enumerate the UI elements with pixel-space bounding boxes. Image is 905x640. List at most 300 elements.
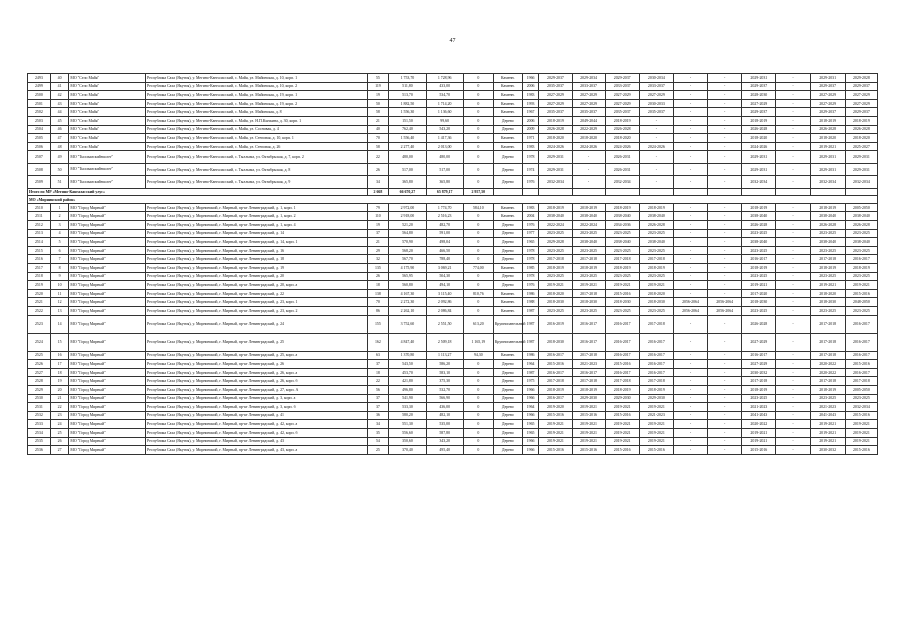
table-cell: 2506	[28, 142, 51, 151]
table-cell: 2018-2019	[605, 116, 639, 125]
table-cell: 37	[367, 360, 389, 369]
table-cell: -	[673, 360, 707, 369]
table-cell: 2018-2019	[539, 116, 572, 125]
table-cell: -	[708, 203, 742, 212]
table-cell: 58	[367, 108, 389, 117]
table-cell: 2018-2019	[742, 385, 776, 394]
table-cell: -	[708, 221, 742, 230]
table-cell: 26	[367, 163, 389, 176]
table-cell: 25	[367, 446, 389, 455]
table-cell: 2023-2025	[845, 394, 877, 403]
table-cell: 2017-2018	[572, 377, 605, 386]
table-cell: 2032-2034	[742, 176, 776, 189]
table-cell: 495,40	[426, 446, 463, 455]
table-cell: МО "Город Мирный"	[69, 289, 146, 298]
table-cell: 580,20	[389, 411, 426, 420]
table-cell: 2019-2021	[810, 420, 845, 429]
table-cell: МО "Город Мирный"	[69, 315, 146, 333]
table-cell: Республика Саха (Якутия), у. Мирнинский, г. Мирный, пр-кт Ленинградский, д. 18	[146, 255, 368, 264]
table-cell: 591,00	[426, 229, 463, 238]
table-cell: 0	[463, 272, 493, 281]
table-cell: 2029-2037	[742, 108, 776, 117]
table-cell: 2029-2037	[742, 82, 776, 91]
table-cell: 2520	[28, 289, 51, 298]
table-cell: МО "Город Мирный"	[69, 203, 146, 212]
table-cell: 70	[367, 298, 389, 307]
table-cell: Республика Саха (Якутия), у. Мирнинский, г. Мирный, пр-кт Ленинградский, д. 25, корп. а	[146, 351, 368, 360]
table-cell: -	[776, 333, 810, 351]
table-cell: 0	[463, 368, 493, 377]
table-cell: 2018-2019	[742, 264, 776, 273]
table-cell: 2019-2021	[572, 420, 605, 429]
table-cell: МО "Село Майя"	[69, 99, 146, 108]
table-cell: -	[776, 385, 810, 394]
table-cell: 2016-2017	[605, 351, 639, 360]
table-cell: 2015-2016	[845, 360, 877, 369]
table-cell: 0	[463, 176, 493, 189]
table-cell: 2024-2026	[539, 142, 572, 151]
table-cell: 2 092,86	[426, 298, 463, 307]
table-cell: 2024-2026	[742, 142, 776, 151]
table-cell: 0	[463, 255, 493, 264]
table-cell: Каменн.	[493, 289, 522, 298]
table-cell: 1966	[522, 74, 539, 83]
table-cell: 2019-2021	[639, 281, 673, 290]
table-cell: 517,00	[389, 163, 426, 176]
table-cell: 0	[463, 91, 493, 100]
table-cell: -	[776, 403, 810, 412]
table-cell: 2533	[28, 420, 51, 429]
table-cell: 1964	[522, 360, 539, 369]
table-cell: 2017-2018	[639, 315, 673, 333]
table-cell: 2017-2018	[572, 289, 605, 298]
table-cell: 2038-2040	[539, 212, 572, 221]
table-body-mega-kangalassky	[28, 74, 878, 189]
table-cell: 2 551,50	[426, 315, 463, 333]
table-cell: 2029-2030	[639, 394, 673, 403]
table-cell: -	[673, 116, 707, 125]
table-cell: 2021-2023	[572, 360, 605, 369]
table-cell: 2023-2025	[572, 306, 605, 315]
table-cell: 2056-2064	[708, 298, 742, 307]
table-cell: 0	[463, 298, 493, 307]
table-cell: 2038-2040	[810, 238, 845, 247]
table-cell: 2018-2019	[572, 264, 605, 273]
table-cell: -	[776, 229, 810, 238]
table-cell: 2024-2026	[639, 142, 673, 151]
table-cell: -	[673, 151, 707, 164]
table-cell: 494,10	[426, 281, 463, 290]
table-cell: 2029-2031	[742, 74, 776, 83]
table-cell: 2038-2040	[810, 212, 845, 221]
table-cell: МО "Город Мирный"	[69, 212, 146, 221]
table-cell: 2028-2030	[742, 91, 776, 100]
table-cell: Республика Саха (Якутия), у. Мирнинский, г. Мирный, пр-кт Ленинградский, д. 42, корп. а	[146, 420, 368, 429]
table-cell: 2535	[28, 437, 51, 446]
table-cell: Каменн.	[493, 212, 522, 221]
table-cell: 2022-2029	[572, 125, 605, 134]
table-cell: 2026-2028	[845, 125, 877, 134]
table-cell: -	[776, 289, 810, 298]
table-cell: 1966	[522, 411, 539, 420]
table-cell: -	[708, 246, 742, 255]
table-cell: 2038-2040	[742, 238, 776, 247]
table-cell: Дерево	[493, 360, 522, 369]
table-cell: 2038-2040	[639, 212, 673, 221]
table-cell: 2026-2028	[539, 125, 572, 134]
table-cell: 2017-2018	[742, 377, 776, 386]
table-cell: 480,00	[389, 151, 426, 164]
table-cell: 34	[367, 176, 389, 189]
table-row	[28, 203, 878, 212]
table-cell: 2015-2016	[572, 446, 605, 455]
table-cell: 2023-2025	[572, 229, 605, 238]
table-cell: 1 556,40	[389, 134, 426, 143]
table-cell: 2009	[522, 125, 539, 134]
table-cell: Республика Саха (Якутия), у. Мегино-Кангаласский, с. Майя, ул. Майинская, д. 10, корп. 1	[146, 74, 368, 83]
table-cell: -	[673, 437, 707, 446]
table-cell: 3 752,60	[389, 315, 426, 333]
table-row	[28, 246, 878, 255]
table-cell: 1971	[522, 134, 539, 143]
table-cell: 1976	[522, 281, 539, 290]
table-cell: 2026-2028	[742, 315, 776, 333]
table-cell: -	[673, 176, 707, 189]
table-cell: 135	[367, 264, 389, 273]
table-cell: 584,10	[463, 203, 493, 212]
table-cell: 2499	[28, 82, 51, 91]
table-cell: 2022-2024	[572, 221, 605, 230]
table-cell: 2029-2037	[845, 108, 877, 117]
table-cell: 2019-2021	[810, 142, 845, 151]
table-cell: 762,40	[389, 125, 426, 134]
table-cell: 480,00	[426, 151, 463, 164]
table-cell: Республика Саха (Якутия), у. Мирнинский, г. Мирный, пр-кт Ленинградский, д. 20	[146, 272, 368, 281]
table-cell: Дерево	[493, 377, 522, 386]
table-cell: 453,70	[389, 368, 426, 377]
table-row	[28, 134, 878, 143]
table-cell: МО "Город Мирный"	[69, 403, 146, 412]
table-cell: 1987	[522, 368, 539, 377]
table-cell: 1974	[522, 163, 539, 176]
table-cell: 2056-2064	[673, 298, 707, 307]
table-cell: 2029-2031	[810, 151, 845, 164]
table-cell: 2029-2030	[605, 394, 639, 403]
table-cell: 532,70	[426, 385, 463, 394]
table-cell: 2023-2025	[639, 229, 673, 238]
table-cell: МО "Тыллымскийнаслег"	[69, 151, 146, 164]
table-cell: 2016-2017	[845, 351, 877, 360]
table-cell: -	[673, 377, 707, 386]
table-cell: 2033-2037	[605, 82, 639, 91]
table-cell: 2528	[28, 377, 51, 386]
table-cell: 0	[463, 238, 493, 247]
table-cell: -	[673, 385, 707, 394]
table-cell: 2023-2025	[810, 272, 845, 281]
table-cell: 2017-2018	[639, 255, 673, 264]
table-row	[28, 212, 878, 221]
table-row	[28, 264, 878, 273]
table-cell: 2493	[28, 74, 51, 83]
table-cell: 2019-2021	[605, 428, 639, 437]
table-cell: 556,60	[389, 428, 426, 437]
table-cell: -	[708, 264, 742, 273]
table-cell: Республика Саха (Якутия), у. Мегино-Кангаласский, с. Майя, ул. Майинская, д. 8	[146, 108, 368, 117]
table-cell: -	[708, 403, 742, 412]
table-cell: -	[776, 74, 810, 83]
table-cell: 40	[50, 74, 69, 83]
table-cell: -	[673, 108, 707, 117]
table-cell: 1964	[522, 403, 539, 412]
table-row	[28, 360, 878, 369]
table-cell: 2015-2016	[845, 446, 877, 455]
table-cell: 2017-2018	[539, 377, 572, 386]
table-cell: 2016-2017	[539, 351, 572, 360]
table-cell: 2505	[28, 134, 51, 143]
table-cell: 2027-2029	[742, 333, 776, 351]
table-cell: Каменн.	[493, 203, 522, 212]
table-cell: 0	[463, 221, 493, 230]
table-cell: -	[776, 238, 810, 247]
table-cell: 21	[367, 116, 389, 125]
table-cell: 2019-2021	[845, 281, 877, 290]
table-cell: 521,20	[389, 221, 426, 230]
table-cell: -	[776, 142, 810, 151]
table-cell: 2 086,84	[426, 306, 463, 315]
table-cell: 2026-2028	[639, 221, 673, 230]
table-cell: Республика Саха (Якутия), у. Мегино-Кангаласский, с. Тыллыма, ул. Октябрьская, д. 7, корп. 2	[146, 151, 368, 164]
table-cell: 2018-2019	[539, 203, 572, 212]
total-row	[28, 188, 878, 196]
table-cell: Республика Саха (Якутия), у. Мирнинский, г. Мирный, пр-кт Ленинградский, д. 25	[146, 333, 368, 351]
table-cell: 2016-2017	[605, 315, 639, 333]
table-cell: 466,50	[426, 246, 463, 255]
table-cell: -	[673, 91, 707, 100]
table-cell: 79	[367, 203, 389, 212]
table-cell: 2005-2050	[845, 203, 877, 212]
table-cell: МО "Город Мирный"	[69, 229, 146, 238]
table-cell: 1983	[522, 142, 539, 151]
table-cell: 498,04	[426, 238, 463, 247]
table-cell: МО "Село Майя"	[69, 142, 146, 151]
table-cell: 421,80	[389, 377, 426, 386]
table-cell: 565,95	[389, 272, 426, 281]
table-cell: 2027-2029	[605, 99, 639, 108]
table-cell: 613,20	[463, 315, 493, 333]
table-cell: 496,80	[389, 385, 426, 394]
table-cell: 42	[50, 91, 69, 100]
total-cost: 66 670,27	[389, 188, 426, 196]
table-cell: 2026-2028	[845, 221, 877, 230]
table-cell: Дерево	[493, 176, 522, 189]
table-cell: 2523	[28, 315, 51, 333]
table-cell: 2019-2021	[810, 437, 845, 446]
table-cell: 2502	[28, 108, 51, 117]
table-cell: -	[572, 163, 605, 176]
table-cell: 2023-2025	[539, 272, 572, 281]
table-cell: 21	[50, 394, 69, 403]
table-cell: МО "Город Мирный"	[69, 255, 146, 264]
table-cell: 0	[463, 281, 493, 290]
table-cell: 2015-2016	[605, 411, 639, 420]
district-header-row	[28, 196, 878, 204]
table-cell: -	[673, 272, 707, 281]
table-cell: 0	[463, 108, 493, 117]
table-cell: 2019-2021	[539, 437, 572, 446]
table-cell: 2029-2031	[742, 163, 776, 176]
table-cell: 2027-2029	[605, 91, 639, 100]
table-cell: 8	[50, 264, 69, 273]
table-cell: 2019-2021	[639, 428, 673, 437]
table-cell: 2030-2032	[742, 368, 776, 377]
table-cell: -	[776, 212, 810, 221]
table-cell: 568,20	[389, 246, 426, 255]
table-cell: 50	[367, 99, 389, 108]
table-cell: 2 918,00	[389, 212, 426, 221]
table-cell: 2017-2018	[605, 377, 639, 386]
table-cell: -	[673, 203, 707, 212]
table-cell: 2016-2017	[742, 351, 776, 360]
table-cell: МО "Город Мирный"	[69, 264, 146, 273]
table-cell: -	[673, 333, 707, 351]
table-cell: 110	[367, 212, 389, 221]
table-cell: 2519	[28, 281, 51, 290]
table-cell: 0	[463, 82, 493, 91]
table-cell: 2017-2018	[539, 255, 572, 264]
table-cell: 2019-2021	[572, 428, 605, 437]
table-cell: -	[776, 420, 810, 429]
table-cell: 2513	[28, 229, 51, 238]
table-cell: -	[776, 360, 810, 369]
table-cell: 2027-2029	[539, 91, 572, 100]
table-cell: 2019-2021	[605, 281, 639, 290]
table-cell: 2019-2021	[742, 428, 776, 437]
table-cell: -	[673, 142, 707, 151]
table-cell: Республика Саха (Якутия), у. Мирнинский, г. Мирный, пр-кт Ленинградский, д. 41	[146, 411, 368, 420]
table-cell: 2017-2018	[810, 377, 845, 386]
table-cell: 2019-2021	[572, 403, 605, 412]
table-cell: 560,80	[389, 281, 426, 290]
table-cell: -	[776, 176, 810, 189]
table-cell: 2027-2029	[810, 91, 845, 100]
table-cell: 1 556,30	[389, 108, 426, 117]
table-cell: 543,20	[426, 125, 463, 134]
table-cell: -	[673, 394, 707, 403]
table-cell: -	[673, 315, 707, 333]
table-cell: 586,20	[426, 360, 463, 369]
table-cell: 535,00	[426, 420, 463, 429]
table-cell: Дерево	[493, 125, 522, 134]
table-cell: 46	[50, 125, 69, 134]
table-cell: Республика Саха (Якутия), у. Мегино-Кангаласский, с. Майя, ул. Майинская, д. 10, корп. 2	[146, 82, 368, 91]
table-cell: 2529	[28, 385, 51, 394]
table-cell: 788,40	[426, 255, 463, 264]
table-cell: 2 516,23	[426, 212, 463, 221]
table-cell: -	[776, 368, 810, 377]
table-cell: -	[708, 289, 742, 298]
table-cell: -	[639, 163, 673, 176]
table-cell: Республика Саха (Якутия), у. Мирнинский, г. Мирный, пр-кт Ленинградский, д. 1, корп. 1	[146, 203, 368, 212]
table-cell: 1978	[522, 255, 539, 264]
table-cell: 2023-2025	[845, 229, 877, 238]
table-cell: 56	[367, 385, 389, 394]
table-cell: МО "Село Майя"	[69, 74, 146, 83]
table-cell: -	[708, 420, 742, 429]
table-cell: 4 175,90	[389, 264, 426, 273]
table-cell: 2018-2020	[742, 134, 776, 143]
table-cell: 7	[50, 255, 69, 264]
table-cell: МО "Город Мирный"	[69, 394, 146, 403]
table-cell: Республика Саха (Якутия), у. Мирнинский, г. Мирный, пр-кт Ленинградский, д. 19	[146, 264, 368, 273]
table-cell: -	[639, 151, 673, 164]
table-cell: -	[708, 74, 742, 83]
table-cell: 2527	[28, 368, 51, 377]
table-cell: 2019-2021	[742, 281, 776, 290]
table-cell: МО "Город Мирный"	[69, 420, 146, 429]
total-area: 2 668	[367, 188, 389, 196]
table-cell: 2005-2050	[845, 385, 877, 394]
table-cell: 2017-2018	[810, 333, 845, 351]
table-cell: 37	[367, 394, 389, 403]
table-cell: 1976	[522, 221, 539, 230]
table-cell: МО "Село Майя"	[69, 108, 146, 117]
table-row	[28, 289, 878, 298]
table-cell: 2018-2019	[605, 385, 639, 394]
table-cell: 2026-2028	[742, 125, 776, 134]
district-label: МО «Мирнинский район»	[28, 196, 878, 204]
table-cell: Дерево	[493, 116, 522, 125]
table-cell: 2016-2017	[845, 368, 877, 377]
table-cell: -	[708, 446, 742, 455]
table-cell: -	[708, 255, 742, 264]
table-cell: 2020-2022	[742, 420, 776, 429]
table-cell: 99,60	[426, 116, 463, 125]
table-cell: МО "Город Мирный"	[69, 246, 146, 255]
table-cell: МО "Село Майя"	[69, 82, 146, 91]
table-cell: 2522	[28, 306, 51, 315]
table-cell: 2018-2019	[539, 264, 572, 273]
table-row	[28, 125, 878, 134]
table-cell: 2536	[28, 446, 51, 455]
table-cell: 0	[463, 229, 493, 238]
table-cell: 1965	[522, 238, 539, 247]
table-cell: 1 728,96	[426, 74, 463, 83]
table-cell: Республика Саха (Якутия), у. Мирнинский, г. Мирный, пр-кт Ленинградский, д. 14	[146, 229, 368, 238]
table-cell: 2503	[28, 116, 51, 125]
table-cell: 138	[367, 289, 389, 298]
table-cell: 2032-2034	[605, 176, 639, 189]
table-cell: 1978	[522, 272, 539, 281]
table-cell: 2016-2017	[639, 351, 673, 360]
table-cell: 0	[463, 446, 493, 455]
table-cell: 2018-2020	[605, 134, 639, 143]
table-cell: -	[776, 134, 810, 143]
table-cell: Крупнопанельный	[493, 333, 522, 351]
table-cell: Каменн.	[493, 108, 522, 117]
table-cell: МО "Село Майя"	[69, 125, 146, 134]
table-cell: Республика Саха (Якутия), у. Мегино-Кангаласский, с. Майя, ул. Майинская, д. 19, корп. 2	[146, 99, 368, 108]
table-cell: -	[776, 394, 810, 403]
table-cell: 2023-2025	[572, 246, 605, 255]
table-cell: 2019-2021	[845, 420, 877, 429]
table-cell: -	[776, 82, 810, 91]
table-cell: 2019-2021	[639, 403, 673, 412]
table-cell: 2514	[28, 238, 51, 247]
table-cell: 26	[367, 272, 389, 281]
table-row	[28, 163, 878, 176]
table-cell: -	[673, 99, 707, 108]
table-cell: Каменн.	[493, 351, 522, 360]
